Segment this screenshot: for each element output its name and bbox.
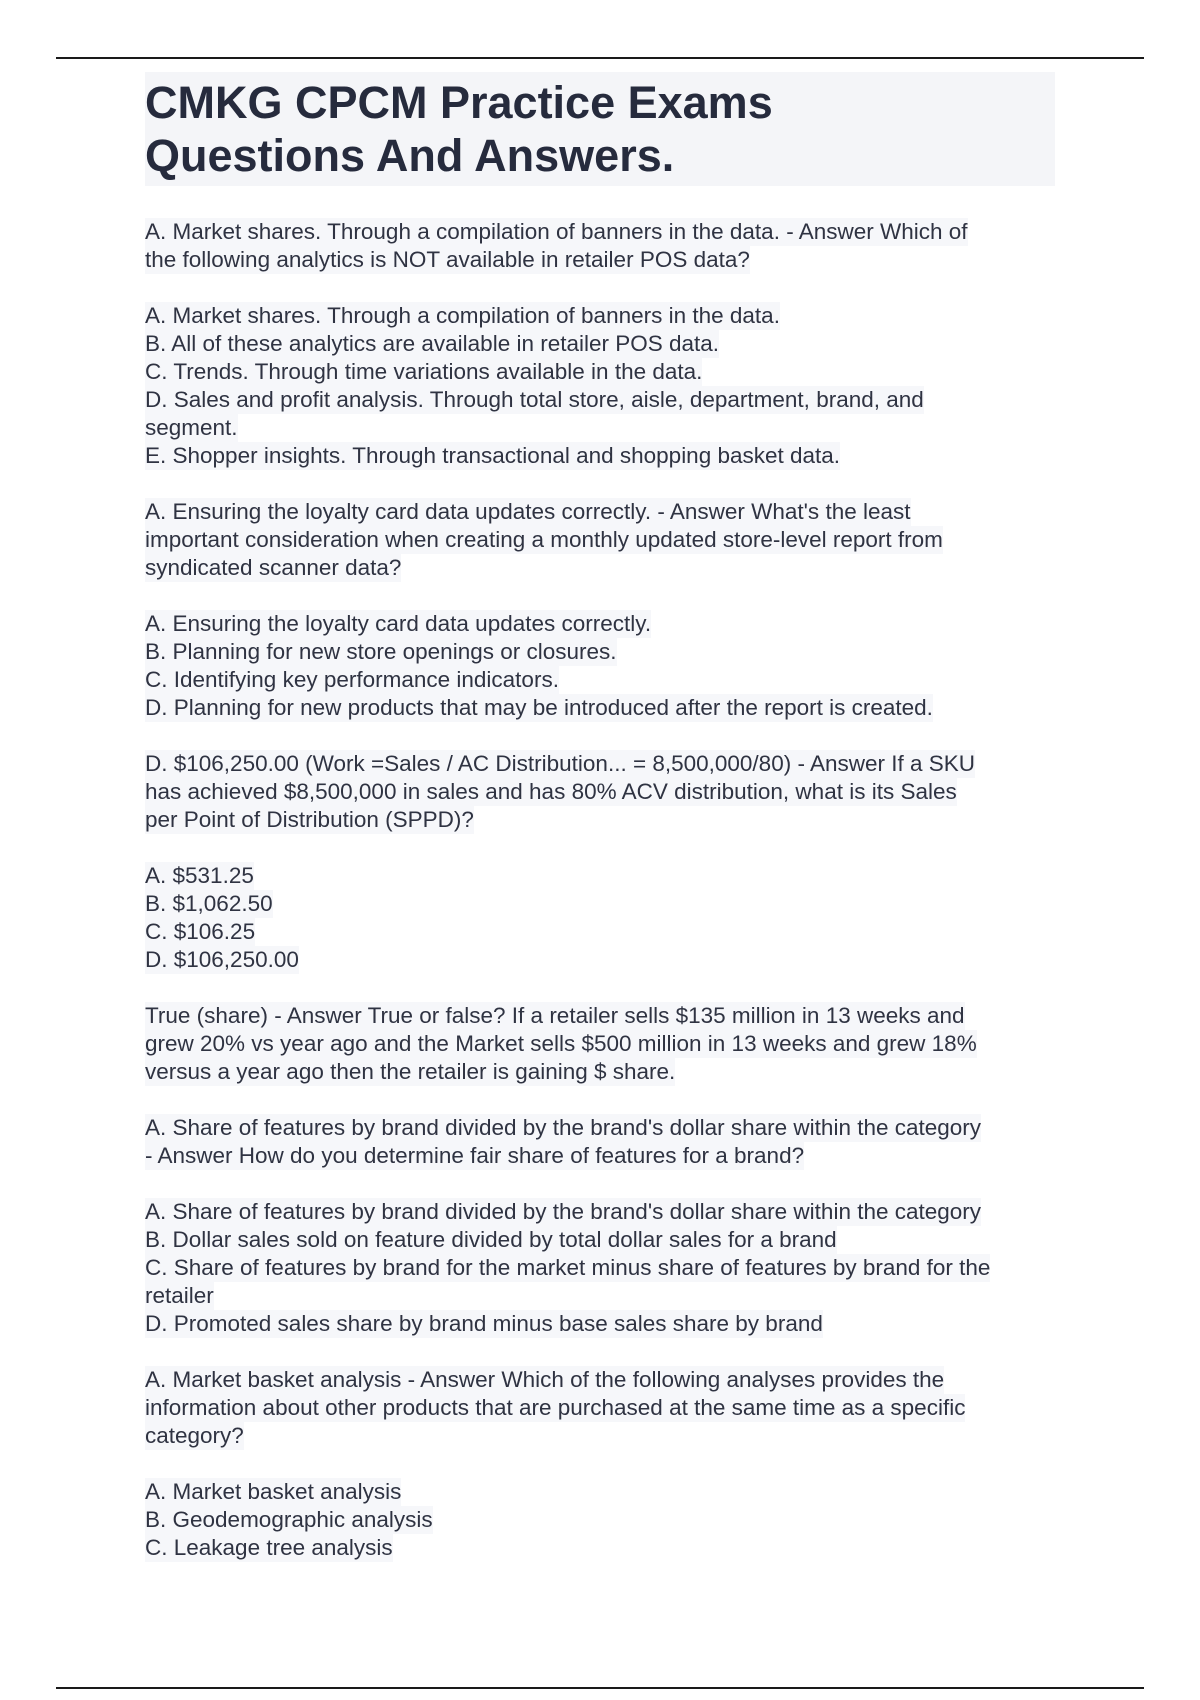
question-line: - Answer How do you determine fair share of features for a brand? (145, 1143, 805, 1168)
qa-question (145, 1114, 1055, 1170)
question-line: grew 20% vs year ago and the Market sells $500 million in 13 weeks and grew 18% (145, 1031, 977, 1056)
option-line: retailer (145, 1283, 214, 1308)
option-line: segment. (145, 415, 238, 440)
top-rule (56, 57, 1144, 59)
question-line: per Point of Distribution (SPPD)? (145, 807, 474, 832)
question-line: the following analytics is NOT available in retailer POS data? (145, 247, 750, 272)
question-line: A. Ensuring the loyalty card data updates correctly. - Answer What's the least (145, 499, 911, 524)
title-line: Questions And Answers. (145, 130, 675, 181)
document-body (145, 72, 1055, 1590)
answer-options (145, 610, 1055, 722)
option-line: B. Geodemographic analysis (145, 1507, 433, 1532)
question-line: category? (145, 1423, 244, 1448)
question-line: A. Share of features by brand divided by the brand's dollar share within the category (145, 1115, 982, 1140)
answer-options (145, 862, 1055, 974)
answer-options (145, 1198, 1055, 1338)
qa-question (145, 1002, 1055, 1086)
qa-question (145, 498, 1055, 582)
question-line: True (share) - Answer True or false? If a retailer sells $135 million in 13 weeks and (145, 1003, 965, 1028)
question-line: has achieved $8,500,000 in sales and has 80% ACV distribution, what is its Sales (145, 779, 957, 804)
qa-question (145, 1366, 1055, 1450)
answer-options (145, 1478, 1055, 1562)
option-line: D. $106,250.00 (145, 947, 299, 972)
question-line: information about other products that are purchased at the same time as a specific (145, 1395, 966, 1420)
option-line: D. Planning for new products that may be introduced after the report is created. (145, 695, 933, 720)
bottom-rule (56, 1687, 1144, 1689)
option-line: C. $106.25 (145, 919, 256, 944)
question-line: syndicated scanner data? (145, 555, 402, 580)
option-line: C. Identifying key performance indicators. (145, 667, 559, 692)
option-line: C. Trends. Through time variations available in the data. (145, 359, 703, 384)
option-line: A. Market shares. Through a compilation of banners in the data. (145, 303, 780, 328)
option-line: D. Sales and profit analysis. Through total store, aisle, department, brand, and (145, 387, 924, 412)
option-line: E. Shopper insights. Through transactional and shopping basket data. (145, 443, 841, 468)
option-line: B. Planning for new store openings or closures. (145, 639, 617, 664)
option-line: C. Share of features by brand for the market minus share of features by brand for the (145, 1255, 991, 1280)
question-line: D. $106,250.00 (Work =Sales / AC Distribution... = 8,500,000/80) - Answer If a SKU (145, 751, 976, 776)
option-line: B. $1,062.50 (145, 891, 273, 916)
option-line: A. Ensuring the loyalty card data updates correctly. (145, 611, 652, 636)
question-line: A. Market shares. Through a compilation of banners in the data. - Answer Which of (145, 219, 968, 244)
qa-question (145, 750, 1055, 834)
option-line: A. Share of features by brand divided by the brand's dollar share within the category (145, 1199, 982, 1224)
qa-question (145, 218, 1055, 274)
title-line: CMKG CPCM Practice Exams (145, 77, 773, 128)
option-line: C. Leakage tree analysis (145, 1535, 393, 1560)
option-line: B. All of these analytics are available in retailer POS data. (145, 331, 720, 356)
answer-options (145, 302, 1055, 470)
option-line: A. Market basket analysis (145, 1479, 402, 1504)
question-line: A. Market basket analysis - Answer Which of the following analyses provides the (145, 1367, 945, 1392)
option-line: D. Promoted sales share by brand minus base sales share by brand (145, 1311, 823, 1336)
document-title (145, 72, 1055, 186)
option-line: A. $531.25 (145, 863, 254, 888)
option-line: B. Dollar sales sold on feature divided by total dollar sales for a brand (145, 1227, 837, 1252)
question-line: important consideration when creating a monthly updated store-level report from (145, 527, 943, 552)
question-line: versus a year ago then the retailer is gaining $ share. (145, 1059, 676, 1084)
